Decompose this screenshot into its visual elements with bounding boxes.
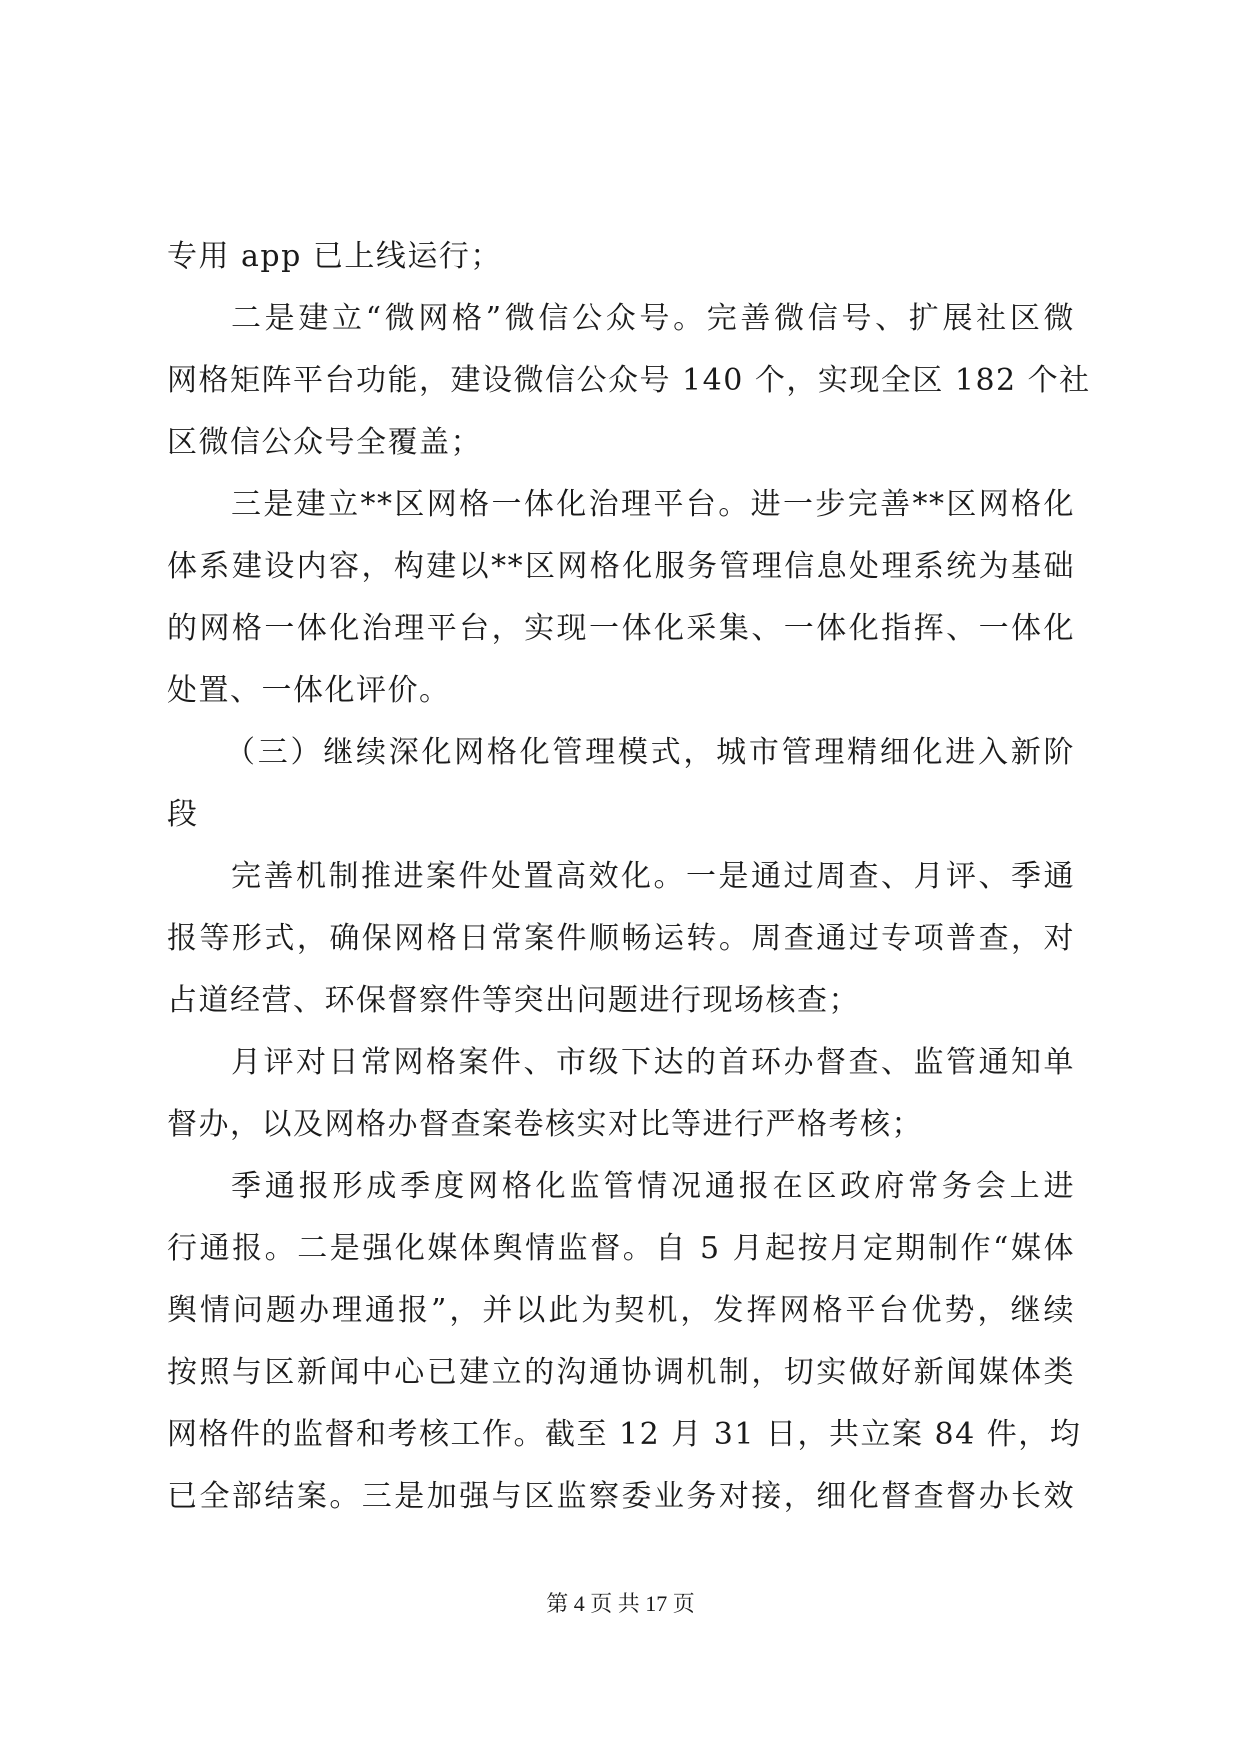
- text-line: 季通报形成季度网格化监管情况通报在区政府常务会上进: [231, 1169, 1075, 1204]
- text-line: 已全部结案。三是加强与区监察委业务对接，细化督查督办长效: [167, 1479, 1075, 1514]
- text-line: 专用 app 已上线运行；: [167, 239, 502, 274]
- text-line: 的网格一体化治理平台，实现一体化采集、一体化指挥、一体化: [167, 611, 1075, 646]
- text-line: 三是建立**区网格一体化治理平台。进一步完善**区网格化: [231, 487, 1075, 522]
- text-line: 体系建设内容，构建以**区网格化服务管理信息处理系统为基础: [167, 549, 1075, 584]
- text-line: 完善机制推进案件处置高效化。一是通过周查、月评、季通: [231, 859, 1075, 894]
- text-line: 占道经营、环保督察件等突出问题进行现场核查；: [167, 983, 860, 1018]
- text-line: 二是建立“微网格”微信公众号。完善微信号、扩展社区微: [231, 301, 1075, 336]
- text-line: 网格件的监督和考核工作。截至 12 月 31 日，共立案 84 件，均: [167, 1417, 1082, 1452]
- text-line: 行通报。二是强化媒体舆情监督。自 5 月起按月定期制作“媒体: [167, 1231, 1075, 1266]
- text-line: 网格矩阵平台功能，建设微信公众号 140 个，实现全区 182 个社: [167, 363, 1091, 398]
- text-line: 督办，以及网格办督查案卷核实对比等进行严格考核；: [167, 1107, 923, 1142]
- text-line: 月评对日常网格案件、市级下达的首环办督查、监管通知单: [231, 1045, 1075, 1080]
- text-line: 按照与区新闻中心已建立的沟通协调机制，切实做好新闻媒体类: [167, 1355, 1075, 1390]
- text-line: 处置、一体化评价。: [167, 673, 451, 708]
- section-heading: 段: [167, 797, 199, 832]
- section-heading: （三）继续深化网格化管理模式，城市管理精细化进入新阶: [225, 735, 1075, 770]
- text-line: 舆情问题办理通报”，并以此为契机，发挥网格平台优势，继续: [167, 1293, 1075, 1328]
- text-line: 区微信公众号全覆盖；: [167, 425, 482, 460]
- text-line: 报等形式，确保网格日常案件顺畅运转。周查通过专项普查，对: [167, 921, 1075, 956]
- page-footer: 第 4 页 共 17 页: [546, 1591, 695, 1616]
